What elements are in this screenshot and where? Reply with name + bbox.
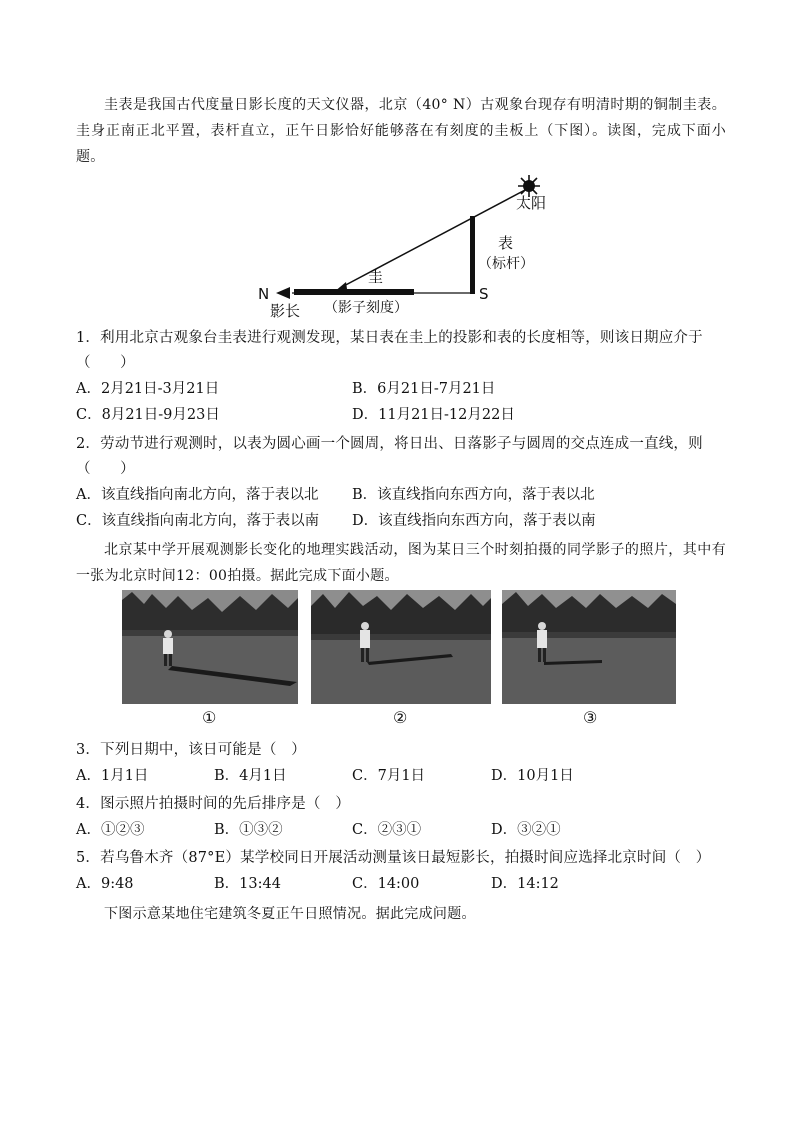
- q4-option-c: C．②③①: [352, 822, 422, 838]
- photo-3-label: ③: [583, 708, 598, 727]
- gnomon-pole: [470, 216, 475, 294]
- q1-option-b: B．6月21日-7月21日: [352, 381, 496, 397]
- q1-option-c: C．8月21日-9月23日: [76, 407, 220, 423]
- q5-option-a: A．9:48: [76, 876, 134, 892]
- photo-2: [311, 590, 491, 704]
- intro-paragraph-1: 圭表是我国古代度量日影长度的天文仪器，北京（40° N）古观象台现存有明清时期的铜制圭表。圭身正南正北平置，表杆直立，正午日影恰好能够落在有刻度的圭板上（下图）。读图，完成下面小题。: [76, 97, 726, 165]
- q2-option-b: B．该直线指向东西方向，落于表以北: [352, 487, 595, 503]
- q5-option-b: B．13:44: [214, 876, 281, 892]
- question-5-stem: 5．若乌鲁木齐（87°E）某学校同日开展活动测量该日最短影长，拍摄时间应选择北京时间（ ）: [76, 850, 711, 866]
- gui-board: [294, 289, 414, 295]
- q4-option-d: D．③②①: [491, 822, 561, 838]
- q3-option-c: C．7月1日: [352, 768, 426, 784]
- label-pole: 表: [498, 234, 514, 252]
- q4-option-b: B．①③②: [214, 822, 283, 838]
- q2-option-c: C．该直线指向南北方向，落于表以南: [76, 513, 320, 529]
- question-1-stem: 1．利用北京古观象台圭表进行观测发现，某日表在圭上的投影和表的长度相等，则该日期应介于（ ）: [76, 330, 703, 371]
- gnomon-diagram: [250, 168, 570, 320]
- label-scale: （影子刻度）: [324, 300, 408, 316]
- label-south: S: [479, 285, 489, 303]
- photo-3: [502, 590, 676, 704]
- photo-2-label: ②: [393, 708, 408, 727]
- label-sun: 太阳: [516, 194, 547, 212]
- question-2-stem: 2．劳动节进行观测时，以表为圆心画一个圆周，将日出、日落影子与圆周的交点连成一直线，则（ ）: [76, 436, 703, 477]
- q5-option-c: C．14:00: [352, 876, 420, 892]
- q4-option-a: A．①②③: [76, 822, 145, 838]
- intro-paragraph-2: 北京某中学开展观测影长变化的地理实践活动，图为某日三个时刻拍摄的同学影子的照片，其中有一张为北京时间12：00拍摄。据此完成下面小题。: [76, 542, 726, 584]
- q3-option-a: A．1月1日: [76, 768, 149, 784]
- photo-1-label: ①: [202, 708, 217, 727]
- north-arrow-icon: [276, 287, 290, 299]
- q1-option-a: A．2月21日-3月21日: [76, 381, 220, 397]
- q2-option-d: D．该直线指向东西方向，落于表以南: [352, 513, 596, 529]
- label-shadow-length: 影长: [270, 302, 301, 320]
- photo-1: [122, 590, 298, 704]
- question-3-stem: 3．下列日期中，该日可能是（ ）: [76, 742, 306, 758]
- gnomon-diagram-svg: [250, 168, 570, 320]
- q3-option-d: D．10月1日: [491, 768, 574, 784]
- intro-paragraph-3: 下图示意某地住宅建筑冬夏正午日照情况。据此完成问题。: [104, 906, 476, 922]
- q1-option-d: D．11月21日-12月22日: [352, 407, 515, 423]
- q2-option-a: A．该直线指向南北方向，落于表以北: [76, 487, 319, 503]
- q3-option-b: B．4月1日: [214, 768, 287, 784]
- label-pole-sub: （标杆）: [478, 256, 534, 272]
- label-north: N: [258, 285, 270, 303]
- question-4-stem: 4．图示照片拍摄时间的先后排序是（ ）: [76, 796, 351, 812]
- label-gui: 圭: [368, 268, 384, 286]
- q5-option-d: D．14:12: [491, 876, 559, 892]
